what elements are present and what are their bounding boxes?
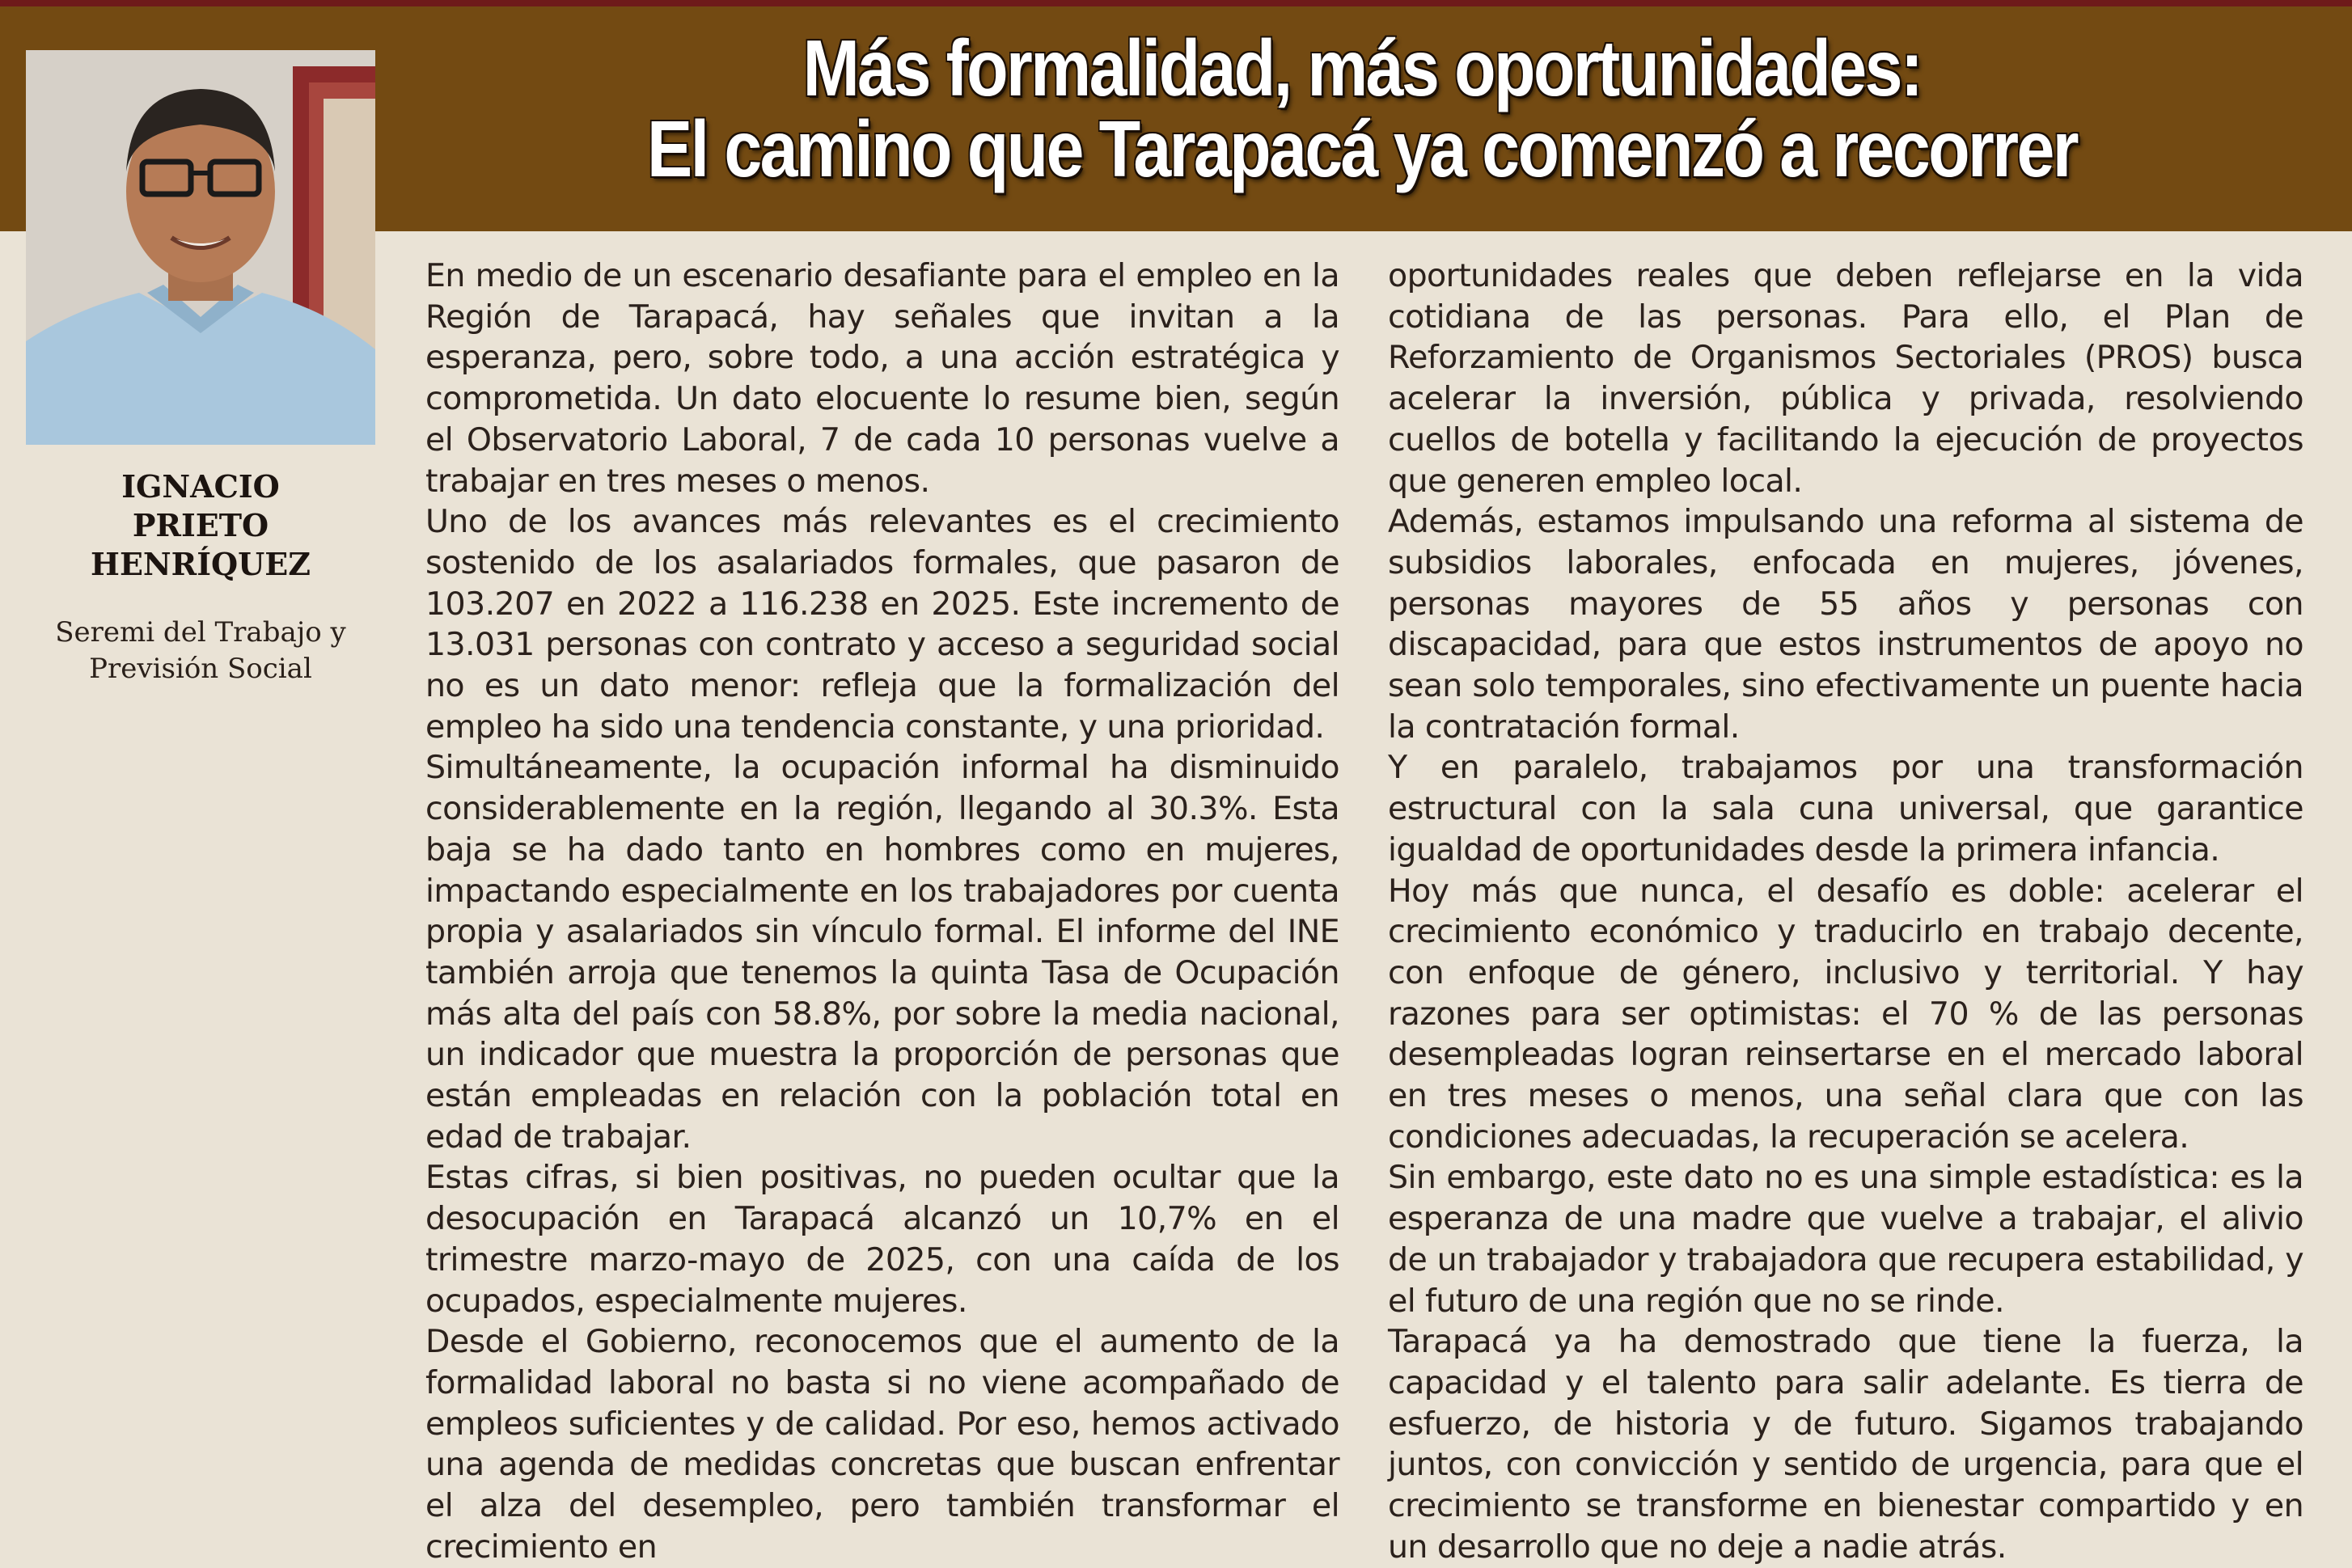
article-paragraph: En medio de un escenario desafiante para el empleo en la Región de Tarapacá, hay señales que invitan a la esperanza, pero, sobre todo, a una acción estratégica y comprometida. Un dato elocuente lo resume bien, según el Observatorio Laboral, 7 de cada 10 personas vuelve a trabajar en tres meses o menos. bbox=[425, 257, 1339, 500]
article-paragraph: Y en paralelo, trabajamos por una transformación estructural con la sala cuna universal, que garantice igualdad de oportunidades desde la primera infancia. bbox=[1388, 749, 2303, 869]
article-paragraph: Hoy más que nunca, el desafío es doble: acelerar el crecimiento económico y traducirlo en trabajo decente, con enfoque de género, inclusivo y territorial. Y hay razones para ser optimistas: el 70 % de las personas desempleadas logran reinsertarse en el mercado laboral en tres meses o menos, una señal clara que con las condiciones adecuadas, la recuperación se acelera. bbox=[1388, 872, 2303, 1156]
article-paragraph: Además, estamos impulsando una reforma al sistema de subsidios laborales, enfocada en mujeres, jóvenes, personas mayores de 55 años y personas con discapacidad, para que estos instrumentos de apoyo no sean solo temporales, sino efectivamente un puente hacia la contratación formal. bbox=[1388, 503, 2303, 746]
article-column-left bbox=[425, 256, 1339, 1568]
byline bbox=[26, 467, 375, 687]
article-paragraph: Tarapacá ya ha demostrado que tiene la fuerza, la capacidad y el talento para salir adelante. Es tierra de esfuerzo, de historia y de futuro. Sigamos trabajando juntos, con convicción y sentido de urgencia, para que el crecimiento se transforme en bienestar compartido y en un desarrollo que no deje a nadie atrás. bbox=[1388, 1323, 2303, 1566]
headline-line-1: Más formalidad, más oportunidades: bbox=[802, 23, 1922, 112]
article-paragraph: Desde el Gobierno, reconocemos que el aumento de la formalidad laboral no basta si no viene acompañado de empleos suficientes y de calidad. Por eso, hemos activado una agenda de medidas concretas que buscan enfrentar el alza del desempleo, pero también transformar el crecimiento en bbox=[425, 1323, 1339, 1566]
article-paragraph: Sin embargo, este dato no es una simple estadística: es la esperanza de una madre que vuelve a trabajar, el alivio de un trabajador y trabajadora que recupera estabilidad, y el futuro de una región que no se rinde. bbox=[1388, 1159, 2303, 1320]
article-paragraph: Simultáneamente, la ocupación informal ha disminuido considerablemente en la región, llegando al 30.3%. Esta baja se ha dado tanto en hombres como en mujeres, impactando especialmente en los trabajadores por cuenta propia y asalariados sin vínculo formal. El informe del INE también arroja que tenemos la quinta Tasa de Ocupación más alta del país con 58.8%, por sobre la media nacional, un indicador que muestra la proporción de personas que están empleadas en relación con la población total en edad de trabajar. bbox=[425, 749, 1339, 1156]
headline-line-2: El camino que Tarapacá ya comenzó a recorrer bbox=[647, 104, 2077, 193]
headline bbox=[375, 23, 2349, 193]
author-photo bbox=[26, 50, 375, 445]
article-paragraph: Estas cifras, si bien positivas, no pueden ocultar que la desocupación en Tarapacá alcanzó un 10,7% en el trimestre marzo-mayo de 2025, con una caída de los ocupados, especialmente mujeres. bbox=[425, 1159, 1339, 1320]
article-paragraph: oportunidades reales que deben reflejarse en la vida cotidiana de las personas. Para ello, el Plan de Reforzamiento de Organismos Sectoriales (PROS) busca acelerar la inversión, pública y privada, resolviendo cuellos de botella y facilitando la ejecución de proyectos que generen empleo local. bbox=[1388, 257, 2303, 500]
author-role: Seremi del Trabajo y Previsión Social bbox=[55, 616, 346, 685]
article-paragraph: Uno de los avances más relevantes es el crecimiento sostenido de los asalariados formales, que pasaron de 103.207 en 2022 a 116.238 en 2025. Este incremento de 13.031 personas con contrato y acceso a seguridad social no es un dato menor: refleja que la formalización del empleo ha sido una tendencia constante, y una prioridad. bbox=[425, 503, 1339, 746]
author-name: IGNACIO PRIETO HENRÍQUEZ bbox=[91, 468, 311, 582]
top-rule bbox=[0, 0, 2352, 6]
article-column-right bbox=[1388, 256, 2303, 1568]
